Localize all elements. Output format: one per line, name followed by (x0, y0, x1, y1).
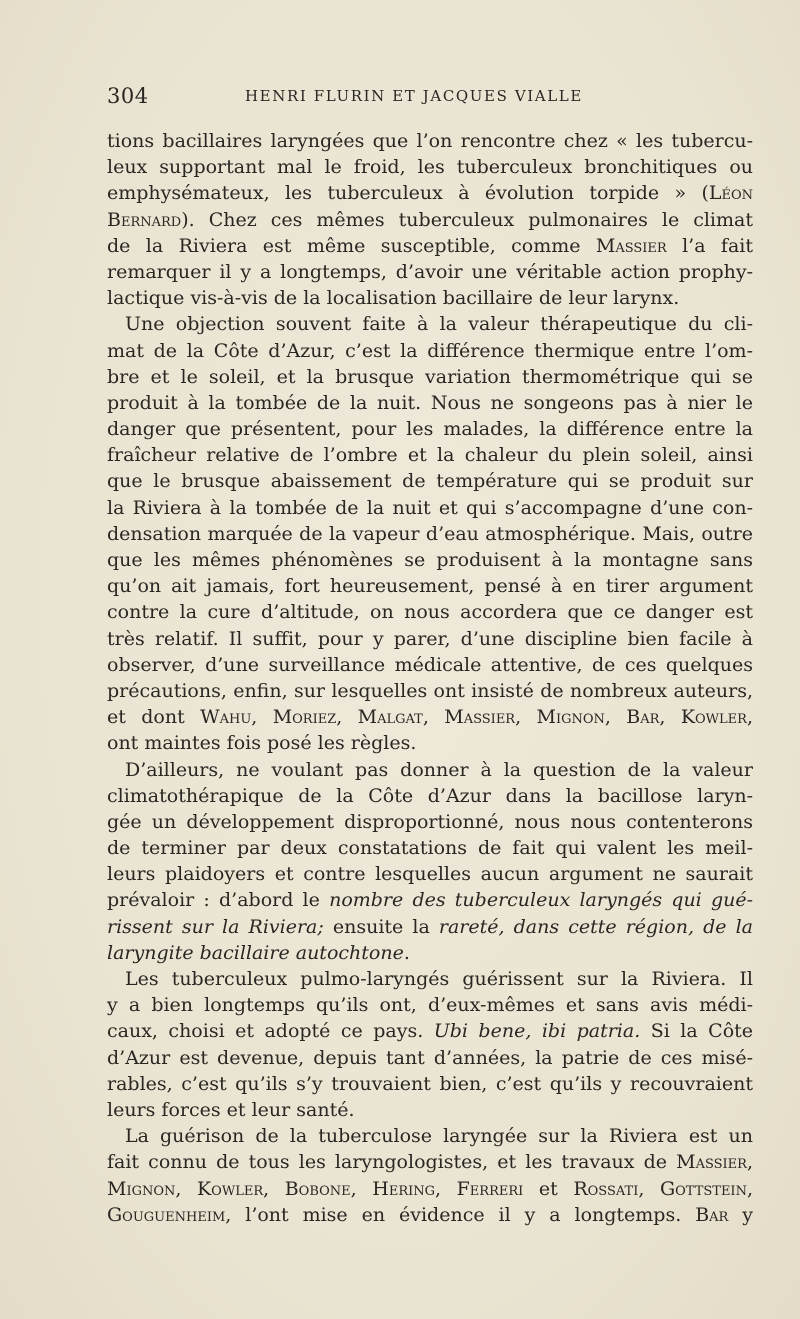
text-line: lactique vis-à-vis de la localisation bacillaire de leur larynx. (107, 287, 680, 310)
text-line (107, 914, 753, 940)
text-line: Une objection souvent faite à la valeur thérapeutique du cli- (125, 313, 753, 336)
text-line: précautions, enfin, sur lesquelles ont insisté de nombreux auteurs, (107, 679, 753, 702)
author-name: Massier, (676, 1151, 753, 1174)
text-line: de terminer par deux constatations de fait qui valent les meil- (107, 837, 753, 860)
author-name: Bar (695, 1203, 729, 1226)
running-head: HENRI FLURIN ET JACQUES VIALLE (245, 87, 583, 105)
text-line (107, 704, 753, 730)
author-name: Massier (595, 234, 667, 257)
text-line: densation marquée de la vapeur d’eau atmosphérique. Mais, outre (107, 522, 753, 545)
text-fragment: ). Chez ces mêmes tuberculeux pulmonaires le climat (181, 208, 753, 231)
text-line: tions bacillaires laryngées que l’on rencontre chez « les tubercu- (107, 130, 753, 152)
text-line: observer, d’une surveillance médicale attentive, de ces quelques (107, 653, 753, 676)
text-fragment: l’a fait (666, 234, 753, 257)
text-line (107, 1202, 753, 1228)
text-fragment: fait connu de tous les laryngologistes, et les travaux de (107, 1151, 677, 1174)
text-line: que les mêmes phénomènes se produisent à la montagne sans (107, 549, 753, 571)
text-line: fraîcheur relative de l’ombre et la chaleur du plein soleil, ainsi (107, 444, 753, 467)
text-fragment: caux, choisi et adopté ce pays. (107, 1020, 434, 1043)
text-line: produit à la tombée de la nuit. Nous ne songeons pas à nier le (107, 391, 753, 414)
author-name: Gouguenheim, (107, 1203, 232, 1226)
text-line: gée un développement disproportionné, nous nous contenterons (107, 810, 753, 833)
text-fragment: . (403, 941, 410, 964)
text-fragment: y (728, 1203, 753, 1226)
text-fragment: prévaloir : d’abord le (107, 889, 330, 912)
text-fragment: ensuite la (323, 915, 439, 938)
text-line (107, 1149, 753, 1175)
page-header (107, 84, 712, 112)
text-line: ont maintes fois posé les règles. (107, 732, 417, 755)
text-fragment: Si la Côte (640, 1020, 753, 1043)
text-line: qu’on ait jamais, fort heureusement, pensé à en tirer argument (107, 575, 753, 598)
emphasis: rareté, dans cette région, de la (438, 915, 753, 938)
emphasis: laryngite bacillaire autochtone (107, 941, 404, 964)
text-line (107, 233, 753, 259)
text-line: la Riviera à la tombée de la nuit et qui s’accompagne d’une con- (107, 496, 753, 519)
text-fragment: l’ont mise en évidence il y a longtemps. (231, 1203, 696, 1226)
text-line (107, 887, 753, 913)
text-line: leux supportant mal le froid, les tuberculeux bronchitiques ou (107, 156, 753, 179)
author-names: Rossati, Gottstein, (573, 1177, 753, 1200)
text-line: climatothérapique de la Côte d’Azur dans la bacillose laryn- (107, 784, 753, 807)
text-line: Les tuberculeux pulmo-laryngés guérissent sur la Riviera. Il (125, 968, 753, 990)
emphasis: rissent sur la Riviera; (107, 915, 324, 938)
text-line: danger que présentent, pour les malades, la différence entre la (107, 418, 753, 441)
text-line: D’ailleurs, ne voulant pas donner à la question de la valeur (125, 758, 753, 781)
text-fragment: et (523, 1177, 574, 1200)
text-line: d’Azur est devenue, depuis tant d’années, la patrie de ces misé- (107, 1046, 753, 1069)
emphasis: nombre des tuberculeux laryngés qui gué- (329, 889, 753, 912)
text-line: très relatif. Il suffit, pour y parer, d’une discipline bien facile à (107, 627, 753, 650)
author-name: Léon (708, 182, 753, 205)
text-line: bre et le soleil, et la brusque variation thermométrique qui se (107, 365, 753, 388)
text-line (107, 207, 753, 233)
text-line (107, 1018, 753, 1044)
text-line: contre la cure d’altitude, on nous accordera que ce danger est (107, 601, 753, 624)
latin-phrase: Ubi bene, ibi patria. (433, 1020, 641, 1043)
author-name: Bernard (107, 208, 182, 231)
text-line (107, 180, 753, 206)
text-line: leurs plaidoyers et contre lesquelles aucun argument ne saurait (107, 863, 753, 886)
text-line: remarquer il y a longtemps, d’avoir une véritable action prophy- (107, 260, 753, 283)
text-line: y a bien longtemps qu’ils ont, d’eux-mêmes et sans avis médi- (107, 994, 753, 1017)
text-fragment: de la Riviera est même susceptible, comme (107, 234, 596, 257)
text-line: leurs forces et leur santé. (107, 1098, 355, 1121)
text-fragment: emphysémateux, les tuberculeux à évolution torpide » ( (107, 182, 709, 205)
text-line (107, 940, 753, 966)
author-names: Wahu, Moriez, Malgat, Massier, Mignon, Bar, Kowler, (200, 706, 753, 729)
text-line: que le brusque abaissement de température qui se produit sur (107, 470, 753, 493)
page-number: 304 (107, 84, 149, 108)
author-names: Mignon, Kowler, Bobone, Hering, Ferreri (107, 1177, 524, 1200)
body-text (107, 128, 753, 1228)
text-line: La guérison de la tuberculose laryngée sur la Riviera est un (125, 1125, 753, 1148)
text-line: rables, c’est qu’ils s’y trouvaient bien, c’est qu’ils y recouvraient (107, 1072, 753, 1095)
text-line (107, 1176, 753, 1202)
text-fragment: et dont (107, 706, 201, 729)
text-line: mat de la Côte d’Azur, c’est la différence thermique entre l’om- (107, 339, 753, 362)
